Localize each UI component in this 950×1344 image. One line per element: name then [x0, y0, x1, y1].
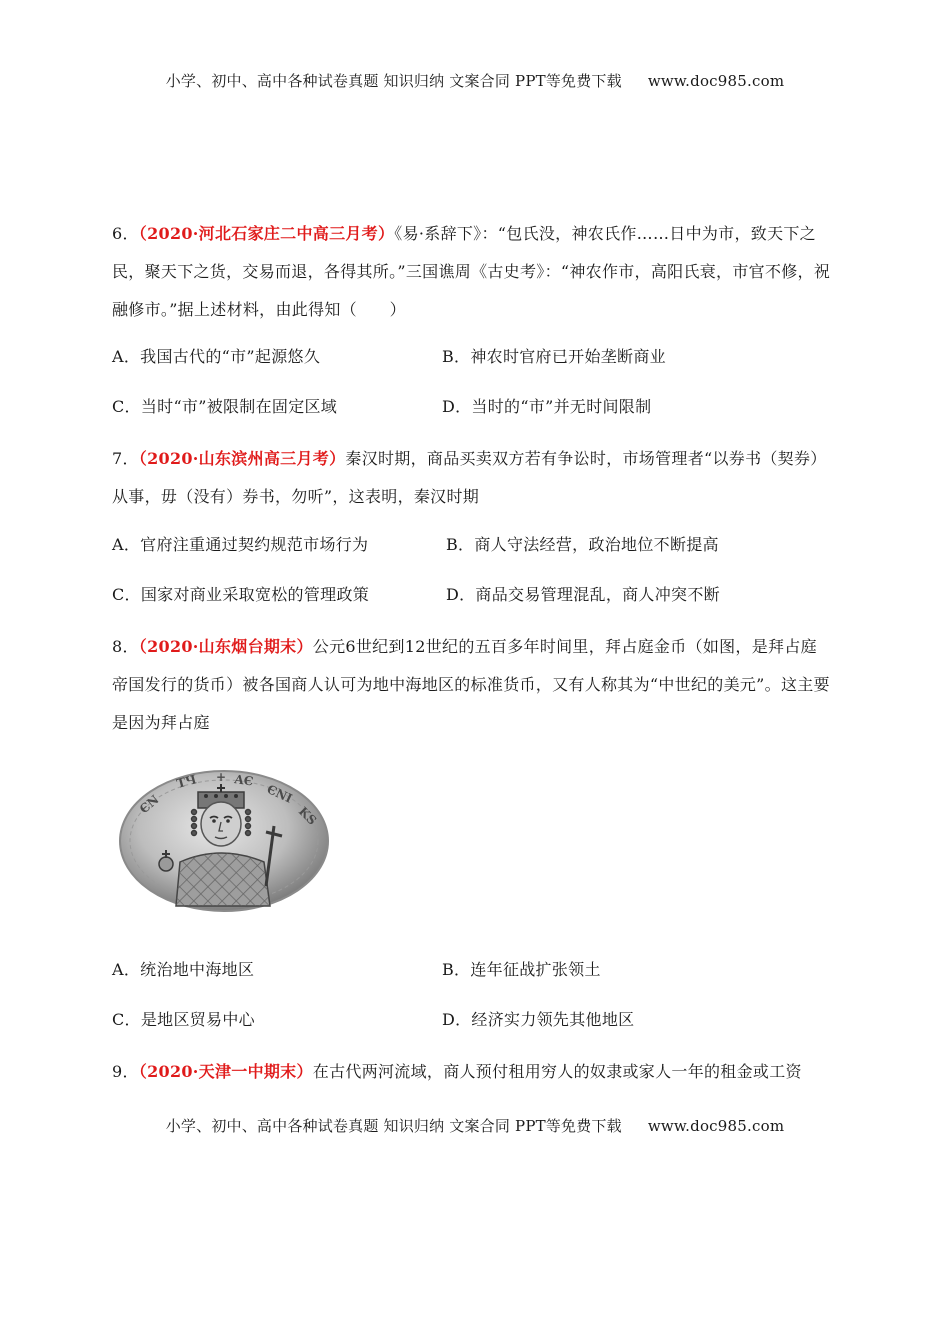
- question-number: 8．: [112, 637, 139, 656]
- option-a[interactable]: A．我国古代的“市”起源悠久: [112, 347, 321, 366]
- options-row-7-2: [112, 583, 832, 607]
- question-source: （2020·山东烟台期末）: [138, 637, 313, 656]
- question-stem: 公元6世纪到12世纪的五百多年时间里，拜占庭金币（如图，是拜占庭帝国发行的货币）被各国商人认可为地中海地区的标准货币，又有人称其为“中世纪的美元”。这主要是因为拜占庭: [112, 637, 830, 732]
- option-c[interactable]: C．是地区贸易中心: [112, 1010, 255, 1029]
- option-a[interactable]: A．统治地中海地区: [112, 960, 255, 979]
- svg-text:+: +: [216, 770, 227, 784]
- options-row-8-2: [112, 1008, 832, 1032]
- question-9: [112, 1053, 832, 1091]
- option-b[interactable]: B．神农时官府已开始垄断商业: [442, 347, 666, 366]
- question-source: （2020·天津一中期末）: [138, 1062, 313, 1081]
- option-d[interactable]: D．商品交易管理混乱，商人冲突不断: [446, 585, 720, 604]
- page-footer: [0, 1115, 950, 1136]
- svg-text:ΑЄ: ΑЄ: [233, 772, 255, 789]
- question-6: [112, 215, 832, 329]
- header-site-link[interactable]: www.doc985.com: [647, 72, 785, 90]
- question-7: [112, 440, 832, 516]
- page-header: [0, 70, 950, 91]
- question-stem: 《易·系辞下》：“包氏没，神农氏作……日中为市，致天下之民，聚天下之货，交易而退，各得其所。”三国谯周《古史考》：“神农作市，高阳氏衰，市官不修，祝融修市。”据上述材料，由此得知（ ）: [112, 224, 831, 319]
- options-row-8-1: [112, 958, 832, 982]
- footer-site-link[interactable]: www.doc985.com: [647, 1117, 785, 1135]
- option-d[interactable]: D．经济实力领先其他地区: [442, 1010, 635, 1029]
- option-b[interactable]: B．商人守法经营，政治地位不断提高: [446, 535, 719, 554]
- question-stem: 秦汉时期，商品买卖双方若有争讼时，市场管理者“以券书（契券）从事，毋（没有）券书，勿听”，这表明，秦汉时期: [112, 449, 827, 506]
- byzantine-coin-image: [116, 766, 332, 916]
- options-row-6-1: [112, 345, 832, 369]
- option-a[interactable]: A．官府注重通过契约规范市场行为: [112, 535, 369, 554]
- svg-text:ΚS: ΚS: [295, 804, 320, 828]
- option-c[interactable]: C．当时“市”被限制在固定区域: [112, 397, 338, 416]
- options-row-7-1: [112, 533, 832, 557]
- question-stem: 在古代两河流域，商人预付租用穷人的奴隶或家人一年的租金或工资: [312, 1062, 802, 1081]
- svg-text:ТЧ: ТЧ: [175, 772, 198, 791]
- svg-text:ЄN: ЄN: [136, 792, 162, 817]
- svg-text:ЄNΙ: ЄNΙ: [264, 782, 295, 806]
- footer-text: 小学、初中、高中各种试卷真题 知识归纳 文案合同 PPT等免费下载: [165, 1117, 622, 1135]
- question-source: （2020·河北石家庄二中高三月考）: [138, 224, 395, 243]
- question-source: （2020·山东滨州高三月考）: [138, 449, 346, 468]
- options-row-6-2: [112, 395, 832, 419]
- header-text: 小学、初中、高中各种试卷真题 知识归纳 文案合同 PPT等免费下载: [165, 72, 622, 90]
- question-8: [112, 628, 832, 742]
- option-d[interactable]: D．当时的“市”并无时间限制: [442, 397, 652, 416]
- question-number: 6．: [112, 224, 139, 243]
- question-number: 7．: [112, 449, 139, 468]
- question-number: 9．: [112, 1062, 139, 1081]
- option-c[interactable]: C．国家对商业采取宽松的管理政策: [112, 585, 370, 604]
- option-b[interactable]: B．连年征战扩张领土: [442, 960, 601, 979]
- coin-illustration: [116, 766, 332, 916]
